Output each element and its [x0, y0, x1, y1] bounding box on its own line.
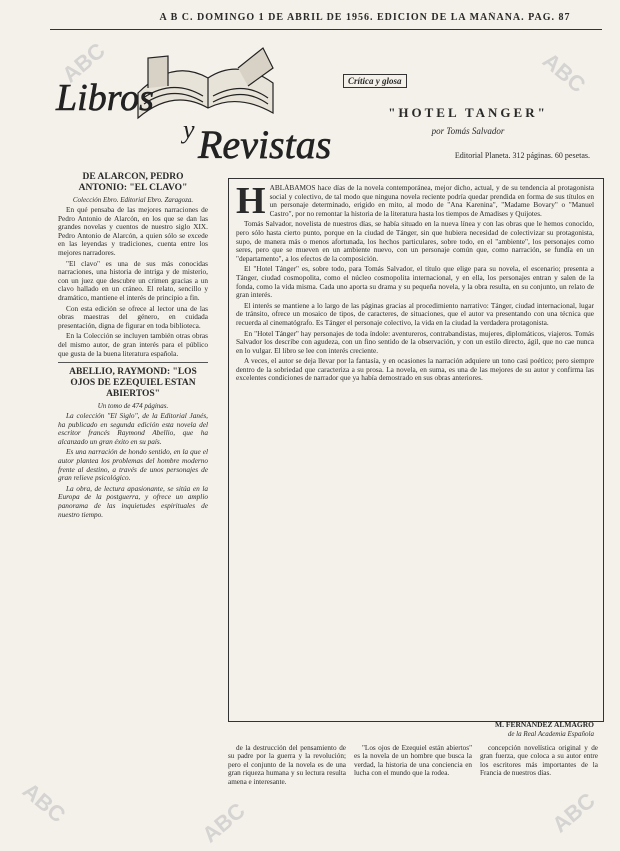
section-label: Crítica y glosa — [343, 74, 407, 88]
review-first-paragraph — [236, 184, 594, 222]
article1-paragraph: "El clavo" es una de sus más conocidas narraciones, una historia de intriga y de misterio, con un juez que descubre un crimen gracias a un clavo hallado en un cráneo. El relato, sencillo y dramático, mantiene el interés de principio a fin. — [58, 258, 208, 302]
logo-word-y: y — [183, 115, 195, 144]
bottom-paragraph: "Los ojos de Ezequiel están abiertos" es la novela de un hombre que busca la verdad, la historia de una conciencia en lucha con el mundo que la rodea. — [354, 744, 472, 778]
libros-y-revistas-logo — [48, 38, 338, 164]
review-paragraph: El interés se mantiene a lo largo de las páginas gracias al procedimiento narrativo: Tánger, ciudad internacional, lugar de tránsito, ofrece un mosaico de tipos, de caracteres, de situaciones, que el autor va presentando con una técnica que recuerda al cinematógrafo. Es Tánger el personaje colectivo, la vida en la ciudad la verdadera protagonista. — [236, 300, 594, 327]
article2-paragraph: La obra, de lectura apasionante, se sitúa en la Europa de la postguerra, y ofrece un amplio panorama de las inquietudes espirituales de nuestro tiempo. — [58, 483, 208, 519]
article1-paragraph: En la Colección se incluyen también otras obras del mismo autor, de gran interés para el público que gusta de la buena literatura española. — [58, 331, 208, 358]
article1-paragraph: En qué pensaba de las mejores narraciones de Pedro Antonio de Alarcón, en los que se dan las grandes novelas y cuentos de nuestro siglo XIX. Pedro Antonio de Alarcón, a quien sólo se excede en las leyendas y tradiciones, cuenta entre los mejores narradores. — [58, 205, 208, 257]
watermark-top-left: ABC — [57, 37, 110, 88]
book-illustration — [138, 48, 273, 118]
logo-word-revistas: Revistas — [198, 122, 332, 164]
article2-heading: ABELLIO, RAYMOND: "LOS OJOS DE EZEQUIEL ESTAN ABIERTOS" — [69, 367, 197, 400]
bottom-column-2 — [354, 744, 472, 834]
page-masthead: A B C. DOMINGO 1 DE ABRIL DE 1956. EDICION DE LA MAÑANA. PAG. 87 — [159, 12, 571, 23]
bottom-columns — [228, 744, 602, 834]
article2-paragraph: La colección "El Siglo", de la Editorial Janés, ha publicado en segunda edición esta novela del escritor francés Raymond Abellio, que ha alcanzado un gran éxito en su país. — [58, 411, 208, 446]
review-paragraph: Tomás Salvador, novelista de nuestros días, se había situado en la nueva línea y con las obras que le hemos conocido, pero sólo hasta cierto punto, porque en la ciudad de Tánger, sin que hubiera necesidad de colectivizar su protagonista, supo, de manera más o menos afortunada, los hechos particulares, sobre todo, en el "ambiente", los personajes como seres, pero que se mueven en un ambiente nuevo, con un personaje común que, como narración, se fundía en un "departamento", a los efectos de la composición. — [236, 219, 594, 263]
review-paragraph: A veces, el autor se deja llevar por la fantasía, y en ocasiones la narración adquiere un tono casi poético; pero siempre dentro de la sobriedad que caracteriza a su prosa. La novela, en suma, es una de las mejores de su autor y confirma las excelentes condiciones de narrador que ya había demostrado en sus obras anteriores. — [236, 356, 594, 383]
review-publisher: Editorial Planeta. 312 páginas. 60 pesetas. — [454, 151, 590, 160]
logo-word-libros: Libros — [56, 77, 154, 119]
review-signature: M. FERNANDEZ ALMAGRO — [495, 720, 594, 729]
article1-heading: DE ALARCON, PEDRO ANTONIO: "EL CLAVO" — [78, 172, 188, 193]
review-paragraph: ABLÁBAMOS hace días de la novela contemporánea, mejor dicho, actual, y de su tendencia al protagonista social y colectivo, de tal modo que ninguna novela reciente podría quedar prendida en forma de sus títulos en un personaje determinado, erigido en mito, al modo de "Ana Karenina", "Madame Bovary" o "Manuel Castro", por no remontar la historia de la literatura hasta los tiempos de Amadises y Quijotes. — [269, 184, 594, 218]
review-paragraph: En "Hotel Tánger" hay personajes de toda índole: aventureros, contrabandistas, mujeres, diplomáticos, viajeros. Tomás Salvador los describe con agudeza, con un fino sentido de la observación, y con un estilo directo, ágil, que no cae nunca en lo vulgar. El libro se lee con interés creciente. — [236, 328, 594, 355]
masthead-rule — [50, 29, 602, 30]
bottom-paragraph: concepción novelística original y de gran fuerza, que coloca a su autor entre los escritores más importantes de la Francia de nuestros días. — [480, 744, 598, 778]
left-column — [58, 172, 208, 819]
article2-paragraph: Es una narración de hondo sentido, en la que el autor plantea los problemas del hombre moderno frente al destino, a través de unos personajes de gran relieve psicológico. — [58, 447, 208, 483]
watermark-bottom-center: ABC — [197, 797, 250, 848]
review-paragraph: El "Hotel Tánger" es, sobre todo, para Tomás Salvador, el título que elige para su novela, el escenario; presenta a Tánger, ciudad cosmopolita, como el núcleo cosmopolita internacional, y en ella, los personajes entran y salen de la fonda, como la vida misma. Cada uno aporta su drama y su pequeña novela, y la obra resulta, en su conjunto, un relato de gran interés. — [236, 264, 594, 300]
article1-biblio: Colección Ebro. Editorial Ebro. Zaragoza. — [72, 196, 194, 204]
watermark-bottom-right: ABC — [547, 787, 600, 838]
dropcap: H — [236, 184, 266, 222]
review-author: por Tomás Salvador — [431, 126, 505, 136]
bottom-paragraph: de la destrucción del pensamiento de su padre por la guerra y la revolución; pero el conjunto de la novela es de una gran riqueza humana y su lectura resulta amena e interesante. — [228, 744, 346, 786]
bottom-column-1 — [228, 744, 346, 834]
review-signature-subtitle: de la Real Academia Española — [507, 730, 594, 738]
review-body — [236, 184, 594, 712]
article-divider — [58, 362, 208, 363]
watermark-top-right: ABC — [537, 47, 591, 98]
bottom-column-3 — [480, 744, 598, 834]
article1-paragraph: Con esta edición se ofrece al lector una de las obras maestras del género, en cuidada presentación, digna de figurar en toda biblioteca. — [58, 303, 208, 330]
article2-biblio: Un tomo de 474 páginas. — [97, 402, 169, 411]
watermark-bottom-left: ABC — [17, 777, 71, 828]
review-title: "HOTEL TANGER" — [388, 105, 548, 120]
